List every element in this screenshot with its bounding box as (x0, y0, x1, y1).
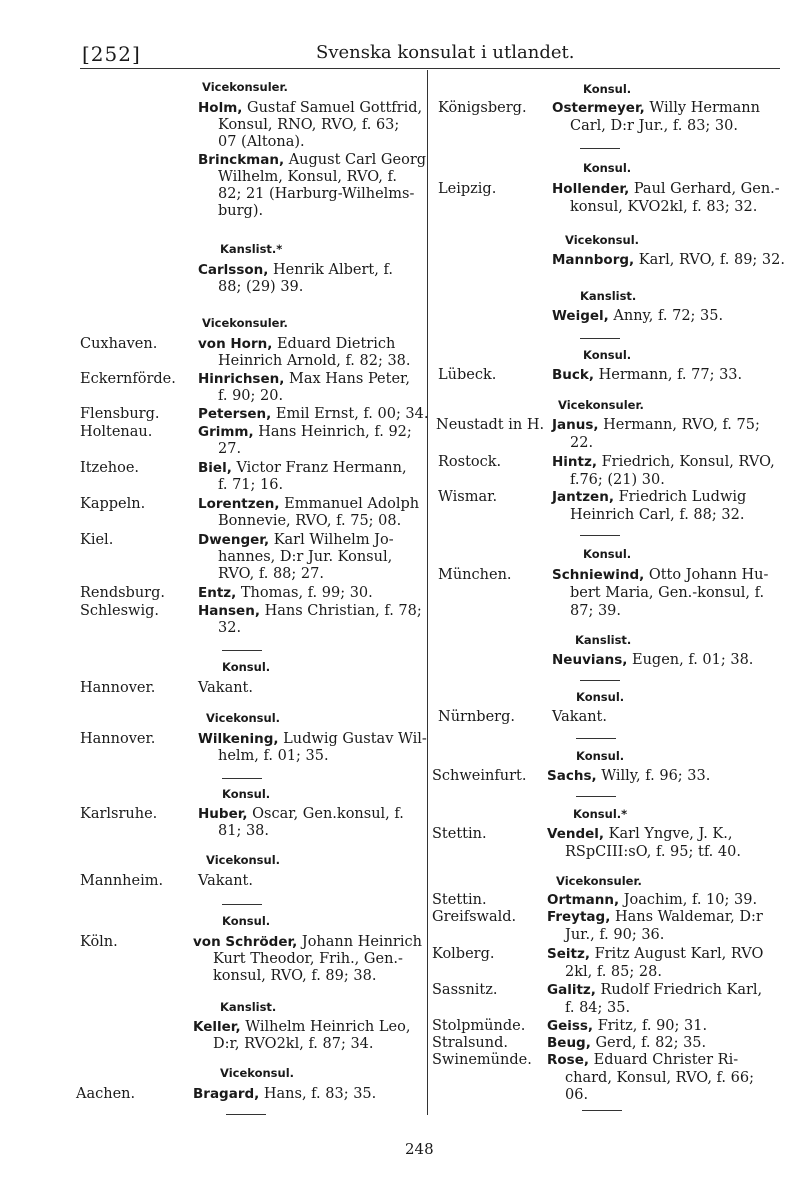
entry-line: Wilhelm, Konsul, RVO, f. (218, 169, 397, 185)
section-rule (580, 148, 620, 149)
entry-line: Vakant. (198, 680, 253, 696)
person-name: Schniewind, (552, 567, 645, 583)
entry-line: Galitz, Rudolf Friedrich Karl, (547, 982, 763, 998)
section-heading: Vicekonsuler. (556, 874, 642, 888)
person-name: Beug, (547, 1035, 591, 1051)
section-rule (576, 796, 616, 797)
entry-line: Petersen, Emil Ernst, f. 00; 34. (198, 406, 429, 422)
entry-line: 32. (218, 620, 242, 636)
entry-line: RSpCIII:sO, f. 95; tf. 40. (565, 844, 741, 860)
person-name: Petersen, (198, 406, 272, 422)
entry-line: Beug, Gerd, f. 82; 35. (547, 1035, 707, 1051)
entry-line: Rose, Eduard Christer Ri- (547, 1052, 739, 1068)
entry-line: 87; 39. (570, 603, 622, 619)
section-heading: Vicekonsuler. (202, 316, 288, 330)
entry-line: helm, f. 01; 35. (218, 748, 329, 764)
entry-line: Holm, Gustaf Samuel Gottfrid, (198, 100, 423, 116)
person-name: Buck, (552, 367, 595, 383)
person-name: Dwenger, (198, 532, 270, 548)
entry-line: Carl, D:r Jur., f. 83; 30. (570, 118, 738, 134)
column-divider (427, 70, 428, 1115)
section-heading: Konsul. (576, 690, 625, 704)
place-name: Kappeln. (80, 496, 146, 512)
place-name: Kolberg. (432, 946, 495, 962)
entry-line: Grimm, Hans Heinrich, f. 92; (198, 424, 412, 440)
place-name: Lübeck. (438, 367, 497, 383)
entry-line: Hintz, Friedrich, Konsul, RVO, (552, 454, 775, 470)
person-name: Carlsson, (198, 262, 269, 278)
person-name: Brinckman, (198, 152, 285, 168)
section-rule (576, 738, 616, 739)
folio-number: 248 (405, 1140, 434, 1158)
place-name: Sassnitz. (432, 982, 498, 998)
section-rule (222, 650, 262, 651)
place-name: Schweinfurt. (432, 768, 527, 784)
entry-line: Kurt Theodor, Frih., Gen.- (213, 951, 403, 967)
entry-line: von Schröder, Johann Heinrich (193, 934, 422, 950)
entry-line: Vakant. (198, 873, 253, 889)
page-title: Svenska konsulat i utlandet. (316, 42, 575, 63)
section-rule (580, 680, 620, 681)
person-name: Huber, (198, 806, 248, 822)
entry-line: f. 84; 35. (565, 1000, 631, 1016)
section-heading: Kanslist. (220, 1000, 277, 1014)
entry-line: Wilkening, Ludwig Gustav Wil- (198, 731, 427, 747)
entry-line: bert Maria, Gen.-konsul, f. (570, 585, 765, 601)
person-name: Vendel, (547, 826, 605, 842)
entry-line: Jantzen, Friedrich Ludwig (552, 489, 747, 505)
entry-line: Geiss, Fritz, f. 90; 31. (547, 1018, 708, 1034)
section-rule (582, 1110, 622, 1111)
entry-line: Dwenger, Karl Wilhelm Jo- (198, 532, 394, 548)
entry-line: Schniewind, Otto Johann Hu- (552, 567, 769, 583)
entry-line: konsul, KVO2kl, f. 83; 32. (570, 199, 758, 215)
person-name: Freytag, (547, 909, 611, 925)
place-name: Hannover. (80, 680, 156, 696)
person-name: Geiss, (547, 1018, 594, 1034)
entry-line: Konsul, RNO, RVO, f. 63; (218, 117, 400, 133)
place-name: Neustadt in H. (436, 417, 545, 433)
section-heading: Vicekonsul. (220, 1066, 295, 1080)
person-name: Biel, (198, 460, 232, 476)
place-name: Wismar. (438, 489, 498, 505)
entry-line: Ostermeyer, Willy Hermann (552, 100, 760, 116)
entry-line: Jur., f. 90; 36. (565, 927, 665, 943)
place-name: Karlsruhe. (80, 806, 158, 822)
entry-line: hannes, D:r Jur. Konsul, (218, 549, 393, 565)
person-name: Jantzen, (552, 489, 614, 505)
place-name: Köln. (80, 934, 118, 950)
section-heading: Kanslist. (575, 633, 632, 647)
section-heading: Konsul. (222, 660, 271, 674)
person-name: Hollender, (552, 181, 630, 197)
entry-line: f.76; (21) 30. (570, 472, 665, 488)
person-name: Grimm, (198, 424, 254, 440)
entry-line: burg). (218, 203, 264, 219)
section-heading: Konsul. (583, 348, 632, 362)
entry-line: Hansen, Hans Christian, f. 78; (198, 603, 422, 619)
person-name: Sachs, (547, 768, 597, 784)
place-name: Rostock. (438, 454, 502, 470)
entry-line: 22. (570, 435, 594, 451)
place-name: Itzehoe. (80, 460, 140, 476)
entry-line: Sachs, Willy, f. 96; 33. (547, 768, 711, 784)
place-name: Hannover. (80, 731, 156, 747)
person-name: Ortmann, (547, 892, 620, 908)
entry-line: f. 90; 20. (218, 388, 284, 404)
person-name: Weigel, (552, 308, 609, 324)
entry-line: Bonnevie, RVO, f. 75; 08. (218, 513, 402, 529)
entry-line: 81; 38. (218, 823, 270, 839)
entry-line: f. 71; 16. (218, 477, 284, 493)
entry-line: Vendel, Karl Yngve, J. K., (547, 826, 733, 842)
place-name: Greifswald. (432, 909, 517, 925)
person-name: Entz, (198, 585, 237, 601)
entry-line: 06. (565, 1087, 589, 1103)
person-name: Hinrichsen, (198, 371, 285, 387)
header-rule (80, 68, 780, 69)
place-name: Swinemünde. (432, 1052, 532, 1068)
section-heading: Kanslist. (580, 289, 637, 303)
place-name: Stettin. (432, 892, 487, 908)
place-name: Kiel. (80, 532, 114, 548)
section-heading: Konsul. (222, 914, 271, 928)
place-name: Leipzig. (438, 181, 497, 197)
person-name: Wilkening, (198, 731, 279, 747)
person-name: Mannborg, (552, 252, 635, 268)
entry-line: Keller, Wilhelm Heinrich Leo, (193, 1019, 411, 1035)
place-name: Königsberg. (438, 100, 527, 116)
section-heading: Konsul.* (573, 807, 628, 821)
entry-line: RVO, f. 88; 27. (218, 566, 324, 582)
place-name: Mannheim. (80, 873, 164, 889)
entry-line: konsul, RVO, f. 89; 38. (213, 968, 377, 984)
section-heading: Vicekonsul. (206, 853, 281, 867)
place-name: Schleswig. (80, 603, 159, 619)
section-rule (580, 338, 620, 339)
person-name: von Horn, (198, 336, 273, 352)
entry-line: 07 (Altona). (218, 134, 305, 150)
place-name: Eckernförde. (80, 371, 176, 387)
entry-line: Lorentzen, Emmanuel Adolph (198, 496, 420, 512)
place-name: Cuxhaven. (80, 336, 158, 352)
section-rule (580, 535, 620, 536)
page-number: [252] (82, 42, 141, 66)
section-heading: Vicekonsul. (206, 711, 281, 725)
place-name: München. (438, 567, 512, 583)
person-name: Lorentzen, (198, 496, 280, 512)
entry-line: Hollender, Paul Gerhard, Gen.- (552, 181, 780, 197)
person-name: Holm, (198, 100, 243, 116)
section-heading: Konsul. (583, 547, 632, 561)
entry-line: Janus, Hermann, RVO, f. 75; (552, 417, 760, 433)
entry-line: 2kl, f. 85; 28. (565, 964, 662, 980)
page-header (0, 42, 800, 70)
entry-line: Freytag, Hans Waldemar, D:r (547, 909, 763, 925)
place-name: Flensburg. (80, 406, 160, 422)
place-name: Stralsund. (432, 1035, 508, 1051)
section-heading: Konsul. (583, 161, 632, 175)
section-heading: Vicekonsuler. (202, 80, 288, 94)
entry-line: Weigel, Anny, f. 72; 35. (552, 308, 724, 324)
place-name: Holtenau. (80, 424, 153, 440)
entry-line: Biel, Victor Franz Hermann, (198, 460, 407, 476)
person-name: Janus, (552, 417, 599, 433)
section-rule (222, 778, 262, 779)
entry-line: chard, Konsul, RVO, f. 66; (565, 1070, 754, 1086)
section-rule (222, 904, 262, 905)
entry-line: 88; (29) 39. (218, 279, 304, 295)
entry-line: Mannborg, Karl, RVO, f. 89; 32. (552, 252, 785, 268)
person-name: Bragard, (193, 1086, 260, 1102)
person-name: von Schröder, (193, 934, 298, 950)
person-name: Seitz, (547, 946, 590, 962)
place-name: Aachen. (76, 1086, 136, 1102)
place-name: Stettin. (432, 826, 487, 842)
entry-line: Heinrich Carl, f. 88; 32. (570, 507, 745, 523)
entry-line: Ortmann, Joachim, f. 10; 39. (547, 892, 758, 908)
entry-line: Heinrich Arnold, f. 82; 38. (218, 353, 411, 369)
section-heading: Konsul. (576, 749, 625, 763)
entry-line: Buck, Hermann, f. 77; 33. (552, 367, 743, 383)
entry-line: Neuvians, Eugen, f. 01; 38. (552, 652, 754, 668)
section-heading: Kanslist.* (220, 242, 283, 256)
person-name: Galitz, (547, 982, 596, 998)
entry-line: Seitz, Fritz August Karl, RVO (547, 946, 764, 962)
section-rule (226, 1114, 266, 1115)
place-name: Rendsburg. (80, 585, 166, 601)
place-name: Stolpmünde. (432, 1018, 526, 1034)
person-name: Hintz, (552, 454, 597, 470)
entry-line: Entz, Thomas, f. 99; 30. (198, 585, 373, 601)
entry-line: 27. (218, 441, 242, 457)
entry-line: Brinckman, August Carl Georg (198, 152, 427, 168)
entry-line: von Horn, Eduard Dietrich (198, 336, 396, 352)
person-name: Ostermeyer, (552, 100, 645, 116)
section-heading: Konsul. (222, 787, 271, 801)
entry-line: 82; 21 (Harburg-Wilhelms- (218, 186, 415, 202)
person-name: Rose, (547, 1052, 589, 1068)
entry-line: D:r, RVO2kl, f. 87; 34. (213, 1036, 374, 1052)
entry-line: Hinrichsen, Max Hans Peter, (198, 371, 410, 387)
person-name: Hansen, (198, 603, 260, 619)
entry-line: Vakant. (552, 709, 607, 725)
section-heading: Konsul. (583, 82, 632, 96)
place-name: Nürnberg. (438, 709, 515, 725)
person-name: Keller, (193, 1019, 241, 1035)
section-heading: Vicekonsul. (565, 233, 640, 247)
section-heading: Vicekonsuler. (558, 398, 644, 412)
entry-line: Bragard, Hans, f. 83; 35. (193, 1086, 377, 1102)
entry-line: Carlsson, Henrik Albert, f. (198, 262, 393, 278)
entry-line: Huber, Oscar, Gen.konsul, f. (198, 806, 404, 822)
person-name: Neuvians, (552, 652, 628, 668)
